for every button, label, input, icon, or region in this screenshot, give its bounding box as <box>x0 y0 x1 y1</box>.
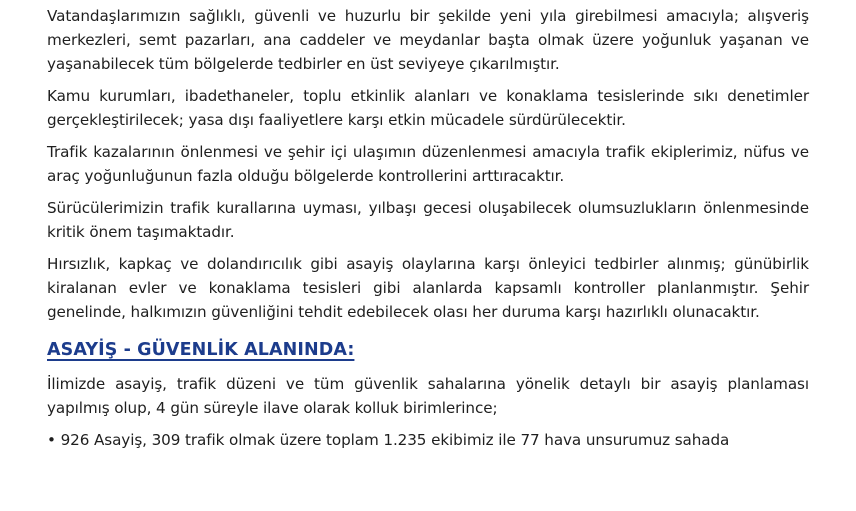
document-page <box>47 0 809 452</box>
paragraph-new-year-measures: Vatandaşlarımızın sağlıklı, güvenli ve huzurlu bir şekilde yeni yıla girebilmesi amacıyla; alışveriş merkezleri, semt pazarları, ana caddeler ve meydanlar başta olmak üzere yoğunluk yaşanan ve yaşanabilecek tüm bölgelerde tedbirler en üst seviyeye çıkarılmıştır. <box>47 7 809 73</box>
paragraph-traffic-teams: Trafik kazalarının önlenmesi ve şehir içi ulaşımın düzenlenmesi amacıyla trafik ekiplerimiz, nüfus ve araç yoğunluğunun fazla olduğu bölgelerde kontrollerini arttıracaktır. <box>47 143 809 185</box>
paragraph-driver-rules: Sürücülerimizin trafik kurallarına uyması, yılbaşı gecesi oluşabilecek olumsuzlukların önlenmesinde kritik önem taşımaktadır. <box>47 199 809 241</box>
list-item-teams-count: • 926 Asayiş, 309 trafik olmak üzere toplam 1.235 ekibimiz ile 77 hava unsurumuz sahada <box>47 431 730 449</box>
section-heading-security: ASAYİŞ - GÜVENLİK ALANINDA: <box>47 340 355 360</box>
paragraph-inspections: Kamu kurumları, ibadethaneler, toplu etkinlik alanları ve konaklama tesislerinde sıkı denetimler gerçekleştirilecek; yasa dışı faaliyetlere karşı etkin mücadele sürdürülecektir. <box>47 87 809 129</box>
paragraph-security-plan: İlimizde asayiş, trafik düzeni ve tüm güvenlik sahalarına yönelik detaylı bir asayiş planlaması yapılmış olup, 4 gün süreyle ilave olarak kolluk birimlerince; <box>47 375 809 417</box>
paragraph-theft-prevention: Hırsızlık, kapkaç ve dolandırıcılık gibi asayiş olaylarına karşı önleyici tedbirler alınmış; günübirlik kiralanan evler ve konaklama tesisleri gibi alanlarda kapsamlı kontroller planlanmıştır. Şehir genelinde, halkımızın güvenliğini tehdit edebilecek olası her duruma karşı hazırlıklı olunacaktır. <box>47 255 809 321</box>
